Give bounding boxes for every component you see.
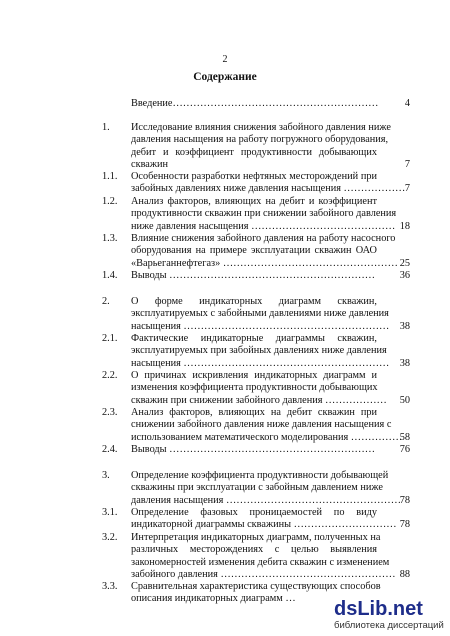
toc-entry-line: Определение фазовых проницаемостей по виду	[131, 507, 377, 518]
toc-entry-line: скважины при эксплуатации с забойным давлением ниже	[131, 482, 383, 494]
toc-entry-line: скважин при снижении забойного давления ………………	[131, 394, 387, 406]
toc-entry-text	[131, 507, 397, 532]
toc-entry-number: 2.3.	[102, 407, 118, 418]
toc-entry-line: Интерпретация индикаторных диаграмм, полученных на	[131, 532, 381, 543]
toc-entry	[0, 532, 450, 582]
toc-entry-line: описания индикаторных диаграмм …	[131, 593, 296, 605]
toc-entry-text	[131, 370, 387, 407]
watermark	[334, 598, 444, 632]
toc-entry-line: индикаторной диаграммы скважины …………………………	[131, 519, 397, 531]
toc-entry-number: 1.2.	[102, 196, 118, 207]
toc-entry-number: 3.1.	[102, 507, 118, 518]
toc-entry	[0, 296, 450, 333]
toc-entry-number: 2.1.	[102, 333, 118, 344]
toc-entry-number: 2.4.	[102, 444, 118, 455]
toc-entry-line: Определение коэффициента продуктивности добывающей	[131, 470, 389, 481]
toc-entry-page: 36	[399, 270, 410, 281]
toc-entry	[0, 233, 450, 270]
toc-entry-number: 3.	[102, 470, 110, 481]
toc-entry-text	[131, 407, 403, 444]
toc-entry	[0, 171, 450, 196]
toc-entry-line: ниже давления насыщения ……………………………………	[131, 220, 396, 232]
toc-entry-page: 58	[399, 431, 410, 443]
toc-entry-line: Выводы ……………………………………………………	[131, 270, 376, 281]
toc-entry	[0, 196, 450, 233]
toc-entry-page: 88	[399, 569, 410, 581]
toc-entry-text	[131, 122, 391, 172]
toc-entry-number: 1.1.	[102, 171, 118, 182]
toc-entry-text	[131, 333, 390, 370]
toc-entry-number: 2.	[102, 296, 110, 307]
toc-entry	[0, 370, 450, 407]
toc-entry-line: различных месторождениях с целью выявления	[131, 544, 377, 556]
toc-entry-line: изменения коэффициента продуктивности добывающих	[131, 382, 378, 394]
toc-entry	[0, 507, 450, 532]
toc-entry-line: продуктивности скважин при снижении забойного давления	[131, 208, 397, 220]
toc-entry-line: дебит и коэффициент продуктивности добывающих	[131, 146, 377, 158]
toc-entry-line: давления насыщения ……………………………………………	[131, 494, 402, 506]
toc-entry-page: 78	[399, 494, 410, 506]
toc-entry-line: забойных давлениях ниже давления насыщения ………………	[131, 183, 406, 195]
toc-entry-line: Влияние снижения забойного давления на работу насосного	[131, 233, 396, 244]
toc-entry-text	[131, 444, 377, 456]
toc-entry-page: 7	[404, 183, 410, 195]
toc-entry-line: Анализ факторов, влияющих на дебит и коэффициент	[131, 196, 377, 207]
toc-entry-line: эксплуатируемых с забойными давлениями ниже давления	[131, 308, 389, 320]
toc-entry-number: 1.	[102, 122, 110, 133]
toc-entry-text	[131, 98, 377, 110]
toc-entry	[0, 407, 450, 444]
watermark-site: dsLib.net	[334, 598, 423, 620]
toc-entry-line: давления насыщения на работу погружного оборудования,	[131, 134, 389, 146]
toc-entry-number: 1.3.	[102, 233, 118, 244]
toc-entry-line: Введение……………………………………………………	[131, 98, 379, 109]
page-number: 2	[222, 54, 228, 65]
toc-entry-line: О форме индикаторных диаграмм скважин,	[131, 296, 377, 307]
toc-entry-line: Особенности разработки нефтяных месторождений при	[131, 171, 377, 182]
toc-entry-number: 3.2.	[102, 532, 118, 543]
toc-entry-page: 76	[399, 444, 410, 455]
toc-entry-page: 4	[404, 98, 410, 109]
toc-entry-text	[131, 171, 406, 196]
toc-entry-line: Исследование влияния снижения забойного давления ниже	[131, 122, 391, 133]
toc-entry-line: Сравнительная характеристика существующих способов	[131, 581, 381, 592]
toc-entry-line: использованием математического моделирования ……………	[131, 431, 403, 443]
toc-entry-page: 78	[399, 519, 410, 531]
watermark-caption: библиотека диссертаций	[334, 620, 444, 631]
toc-entry-line: оборудования на примере эксплуатации скважин ОАО	[131, 245, 377, 257]
toc-entry-line: Выводы ……………………………………………………	[131, 444, 376, 455]
toc-entry-number: 2.2.	[102, 370, 118, 381]
toc-title: Содержание	[193, 71, 257, 83]
toc-entry	[0, 444, 450, 456]
toc-entry-line: эксплуатируемых при забойных давлениях ниже давления	[131, 345, 387, 357]
toc-entry	[0, 470, 450, 507]
toc-entry-line: скважин	[131, 159, 169, 171]
toc-entry-number: 1.4.	[102, 270, 118, 281]
toc-entry-page: 18	[399, 220, 410, 232]
toc-entry	[0, 122, 450, 172]
toc-entry-page: 25	[399, 257, 410, 269]
toc-entry-line: снижении забойного давления ниже давления насыщения с	[131, 419, 392, 431]
toc-entry-line: О причинах искривления индикаторных диаграмм и	[131, 370, 377, 381]
toc-entry	[0, 270, 450, 282]
toc-entry-page: 50	[399, 394, 410, 406]
toc-entry	[0, 333, 450, 370]
toc-entry-line: Фактические индикаторные диаграммы скважин,	[131, 333, 377, 344]
toc-entry-number: 3.3.	[102, 581, 118, 592]
toc-entry-page: 7	[404, 159, 410, 171]
toc-entry-text	[131, 532, 396, 582]
toc-entry-line: насыщения ……………………………………………………	[131, 357, 390, 369]
toc-entry-text	[131, 270, 377, 282]
toc-entry-text	[131, 233, 398, 270]
toc-entry	[0, 98, 450, 110]
toc-entry-text	[131, 196, 397, 233]
toc-entry-line: забойного давления ……………………………………………	[131, 569, 396, 581]
toc-entry-line: «Варьеганнефтегаз» ……………………………………………	[131, 257, 398, 269]
toc-entry-text	[131, 296, 390, 333]
toc-entry-line: насыщения ……………………………………………………	[131, 320, 390, 332]
toc-entry-page: 38	[399, 357, 410, 369]
toc-entry-text	[131, 470, 402, 507]
toc-entry-page: 38	[399, 320, 410, 332]
toc-entry-line: закономерностей изменения дебита скважин с изменением	[131, 556, 390, 568]
toc-entry-line: Анализ факторов, влияющих на дебит скважин при	[131, 407, 377, 418]
